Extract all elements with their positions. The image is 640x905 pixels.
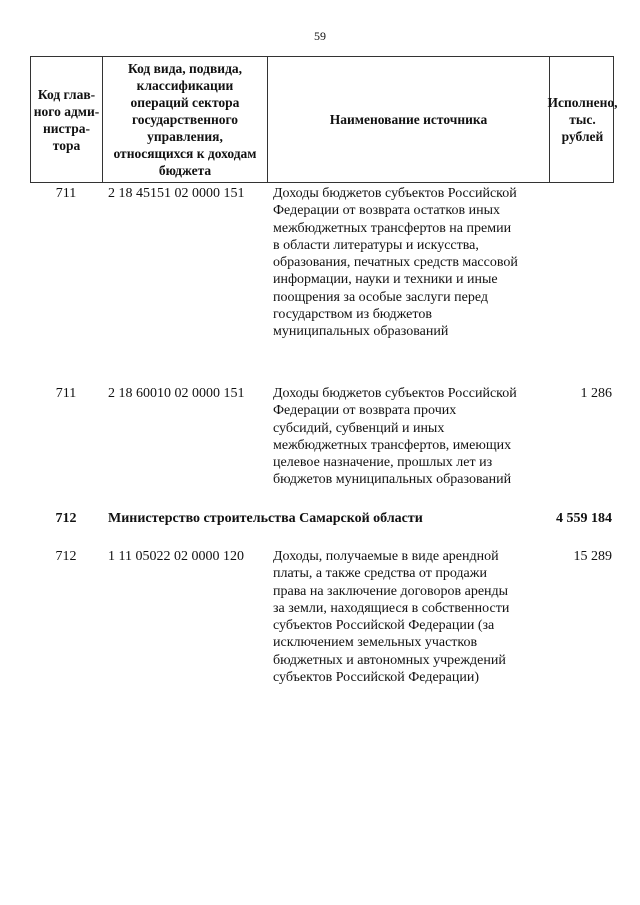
admin-code: 711 [55,186,77,201]
executed-amount: 15 289 [573,549,612,564]
admin-code: 712 [55,549,77,564]
header-admin-code: Код глав-ного адми-нистра-тора [31,57,103,182]
admin-code: 711 [55,386,77,401]
classification-code: 2 18 45151 02 0000 151 [108,186,245,201]
table-header [30,56,618,183]
executed-amount: 1 286 [580,386,612,401]
source-name: Доходы бюджетов субъектов Российской Федерации от возврата прочих субсидий, субвенций и иных межбюджетных трансфертов, имеющих целевое назначение, прошлых лет из бюджетов муниципальных образований [273,386,517,488]
header-source-name: Наименование источника [268,57,550,182]
admin-code: 712 [55,511,77,526]
executed-amount: 4 559 184 [556,511,612,526]
page-number: 59 [314,29,326,43]
header-executed-amount: Исполнено, тыс. рублей [547,95,618,144]
header-classification-code: Код вида, подвида, классификации операций сектора государственного управления, относящихся к доходам бюджета [103,57,268,182]
source-name: Доходы бюджетов субъектов Российской Федерации от возврата остатков иных межбюджетных трансфертов на премии в области литературы и искусства, образования, печатных средств массовой информации, науки и техники и иные поощрения за особые заслуги перед государством из бюджетов муниципальных образований [273,186,518,340]
classification-code: 2 18 60010 02 0000 151 [108,386,245,401]
ministry-title: Министерство строительства Самарской области [108,511,423,526]
source-name: Доходы, получаемые в виде арендной платы, а также средства от продажи права на заключение договоров аренды за земли, находящиеся в собственности субъектов Российской Федерации (за исключением земельных участков бюджетных и автономных учреждений субъектов Российской Федерации) [273,549,510,686]
classification-code: 1 11 05022 02 0000 120 [108,549,244,564]
